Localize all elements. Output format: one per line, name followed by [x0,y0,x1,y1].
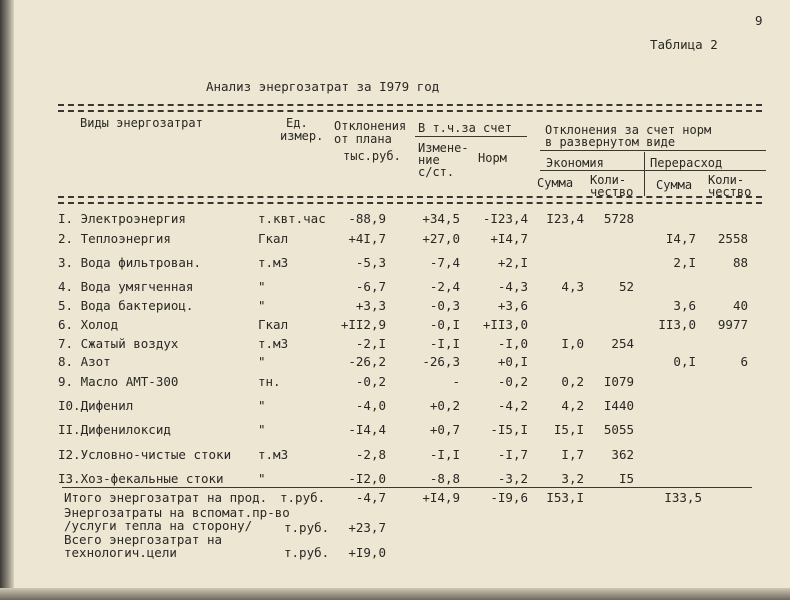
cell-overrun-qty: 9977 [717,317,748,332]
cell-deviation: -88,9 [348,211,386,226]
cell-overrun-qty: 6 [740,354,748,369]
cell-overrun-qty: 88 [732,255,748,270]
cell-deviation: -0,2 [355,374,386,389]
cell-change: +0,2 [429,398,460,413]
total-line3-label-a: Всего энергозатрат на [64,532,223,547]
header-rule-top-1 [58,104,762,106]
cell-economy-qty: I079 [603,374,634,389]
header-economy: Экономия [546,156,604,170]
cell-norm: +II3,0 [482,317,528,332]
header-overrun: Перерасход [650,156,723,170]
cell-unit: " [258,398,266,413]
cell-norm: +3,6 [497,298,528,313]
cell-norm: -I,7 [497,447,528,462]
header-expanded-2: в развернутом виде [545,135,676,149]
header-divider [644,152,645,196]
cell-norm: +0,I [497,354,528,369]
total-line1-norm: -I9,6 [490,490,528,505]
binding-spine [0,0,14,600]
cell-unit: т.м3 [258,336,289,351]
cell-change: -26,3 [422,354,460,369]
cell-unit: т.квт.час [258,211,326,226]
cell-overrun-qty: 2558 [717,231,748,246]
cell-deviation: +II2,9 [340,317,386,332]
cell-deviation: -6,7 [355,279,386,294]
cell-change: +0,7 [429,422,460,437]
total-line1-unit: т.руб. [280,490,326,505]
cell-deviation: -2,I [355,336,386,351]
cell-name: 7. Сжатый воздух [58,336,179,351]
header-type: Виды энергозатрат [80,116,203,130]
cell-change: -I,I [429,336,460,351]
header-eco-sum: Сумма [537,176,574,190]
cell-change: +27,0 [422,231,460,246]
cell-change: +34,5 [422,211,460,226]
cell-economy-sum: I,7 [561,447,584,462]
page-number: 9 [755,13,763,28]
cell-economy-sum: 4,3 [561,279,584,294]
header-over-qty-1: Коли- [708,173,745,187]
cell-economy-sum: 0,2 [561,374,584,389]
header-rule-bottom-2 [58,202,762,204]
cell-norm: -I,0 [497,336,528,351]
cell-overrun-sum: 0,I [673,354,696,369]
header-sub-underline [540,170,766,171]
cell-economy-sum: 3,2 [561,471,584,486]
cell-name: 2. Теплоэнергия [58,231,171,246]
cell-deviation: +3,3 [355,298,386,313]
cell-economy-sum: I5,I [553,422,584,437]
cell-unit: " [258,279,266,294]
header-dev-1: Отклонения [334,119,407,133]
cell-name: I0.Дифенил [58,398,134,413]
header-change-3: с/ст. [418,165,455,179]
header-unit-1: Ед. [286,116,308,130]
header-norm: Норм [478,151,507,165]
cell-norm: -4,3 [497,279,528,294]
cell-economy-sum: I,0 [561,336,584,351]
cell-name: I. Электроэнергия [58,211,186,226]
cell-unit: т.м3 [258,255,289,270]
table-label: Таблица 2 [650,37,718,52]
cell-unit: " [258,354,266,369]
header-over-qty-2: чество [708,185,752,199]
cell-change: - [452,374,460,389]
cell-deviation: -4,0 [355,398,386,413]
cell-economy-qty: 254 [611,336,634,351]
header-dev-3: тыс.руб. [343,149,401,163]
cell-unit: " [258,422,266,437]
cell-name: II.Дифенилоксид [58,422,171,437]
header-expanded-1: Отклонения за счет норм [545,123,712,137]
header-change-1: Измене- [418,141,469,155]
cell-name: I2.Условно-чистые стоки [58,447,232,462]
header-incl-underline [415,136,527,137]
total-line3-dev: +I9,0 [348,545,386,560]
cell-change: -2,4 [429,279,460,294]
cell-unit: Гкал [258,317,289,332]
cell-name: 6. Холод [58,317,119,332]
total-line2-unit: т.руб. [284,520,330,535]
cell-change: -7,4 [429,255,460,270]
totals-rule [62,487,752,488]
cell-economy-sum: I23,4 [546,211,584,226]
header-expanded-underline [540,150,766,151]
cell-name: 8. Азот [58,354,111,369]
cell-unit: т.м3 [258,447,289,462]
total-line2-label-b: /услуги тепла на сторону/ [64,518,253,533]
cell-overrun-sum: 3,6 [673,298,696,313]
cell-economy-qty: 5055 [603,422,634,437]
header-eco-qty-1: Коли- [590,173,627,187]
header-eco-qty-2: чество [590,185,634,199]
header-rule-bottom-1 [58,196,762,198]
cell-name: 9. Масло АМТ-300 [58,374,179,389]
header-rule-top-2 [58,110,762,112]
cell-deviation: -5,3 [355,255,386,270]
cell-economy-qty: 362 [611,447,634,462]
cell-deviation: -I4,4 [348,422,386,437]
cell-overrun-sum: II3,0 [658,317,696,332]
cell-economy-sum: 4,2 [561,398,584,413]
page-bottom-edge [0,588,790,600]
total-line3-label-b: технологич.цели [64,545,177,560]
total-line1-label: Итого энергозатрат на прод. [64,490,268,505]
document-title: Анализ энергозатрат за I979 год [206,79,440,94]
total-line1-over-sum: I33,5 [664,490,702,505]
cell-economy-qty: 5728 [603,211,634,226]
cell-name: 5. Вода бактериоц. [58,298,194,313]
cell-name: 4. Вода умягченная [58,279,194,294]
cell-change: -0,3 [429,298,460,313]
total-line1-change: +I4,9 [422,490,460,505]
total-line2-dev: +23,7 [348,520,386,535]
cell-deviation: +4I,7 [348,231,386,246]
total-line2-label-a: Энергозатраты на вспомат.пр-во [64,505,290,520]
total-line1-dev: -4,7 [355,490,386,505]
cell-change: -0,I [429,317,460,332]
cell-norm: -I5,I [490,422,528,437]
total-line1-eco-sum: I53,I [546,490,584,505]
cell-economy-qty: I5 [618,471,634,486]
cell-overrun-sum: I4,7 [665,231,696,246]
total-line3-unit: т.руб. [284,545,330,560]
cell-norm: -4,2 [497,398,528,413]
cell-unit: тн. [258,374,281,389]
cell-norm: -3,2 [497,471,528,486]
cell-deviation: -2,8 [355,447,386,462]
header-over-sum: Сумма [656,178,693,192]
cell-unit: " [258,471,266,486]
cell-change: -I,I [429,447,460,462]
header-change-2: ние [418,153,440,167]
cell-norm: -I23,4 [482,211,528,226]
cell-overrun-sum: 2,I [673,255,696,270]
cell-unit: " [258,298,266,313]
cell-deviation: -I2,0 [348,471,386,486]
cell-economy-qty: I440 [603,398,634,413]
cell-norm: -0,2 [497,374,528,389]
header-incl: В т.ч.за счет [418,121,512,135]
cell-norm: +I4,7 [490,231,528,246]
cell-norm: +2,I [497,255,528,270]
cell-deviation: -26,2 [348,354,386,369]
header-dev-2: от плана [334,132,392,146]
cell-economy-qty: 52 [618,279,634,294]
cell-overrun-qty: 40 [732,298,748,313]
cell-name: 3. Вода фильтрован. [58,255,201,270]
header-unit-2: измер. [280,129,324,143]
cell-unit: Гкал [258,231,289,246]
cell-change: -8,8 [429,471,460,486]
cell-name: I3.Хоз-фекальные стоки [58,471,224,486]
